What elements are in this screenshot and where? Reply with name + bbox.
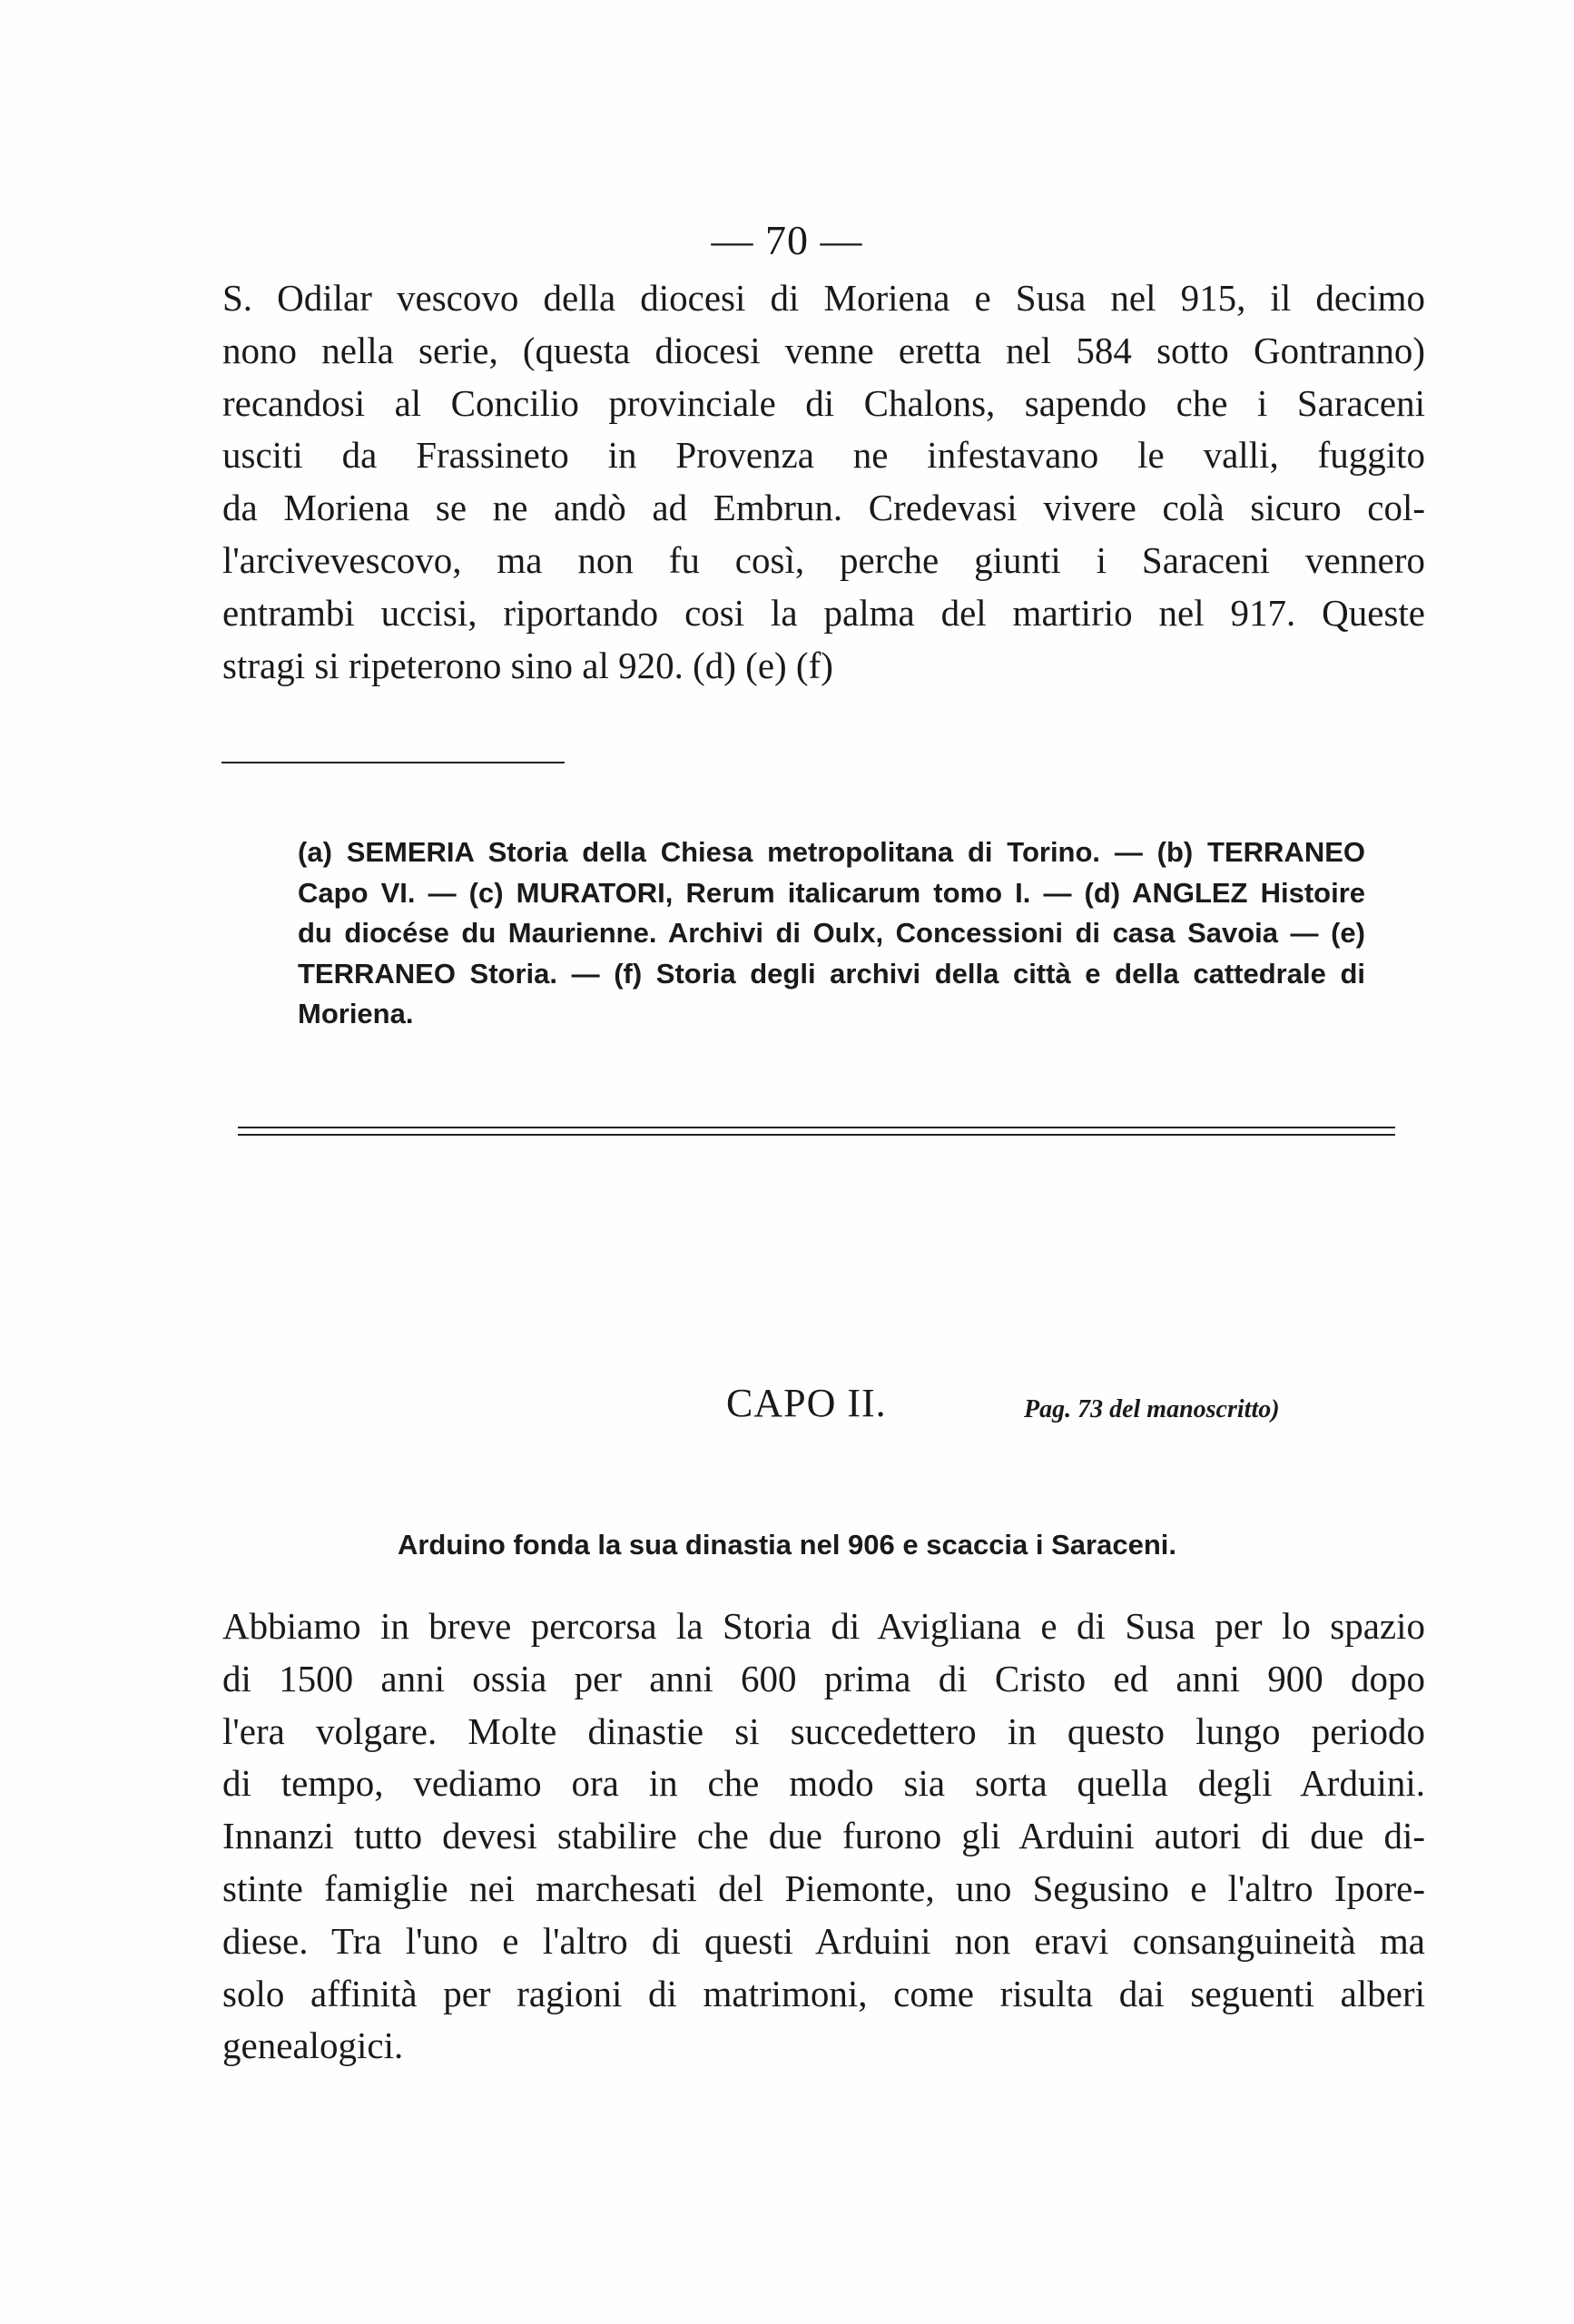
footnote-line: Capo VI. — (c) MURATORI, Rerum italicarum tomo I. — (d) ANGLEZ Histoire — [298, 876, 1365, 909]
text-line: recandosi al Concilio provinciale di Chalons, sapendo che i Saraceni — [222, 381, 1425, 424]
paragraph-2 — [222, 1600, 1425, 2073]
footnote-line: Moriena. — [298, 998, 414, 1029]
footnote-line: du diocése du Maurienne. Archivi di Oulx, Concessioni di casa Savoia — (e) — [298, 917, 1365, 949]
footnote-line: TERRANEO Storia. — (f) Storia degli archivi della città e della cattedrale di — [298, 957, 1365, 990]
text-line: l'era volgare. Molte dinastie si succedettero in questo lungo periodo — [222, 1709, 1425, 1752]
text-line: diese. Tra l'uno e l'altro di questi Arduini non eravi consanguineità ma — [222, 1919, 1425, 1962]
text-line: di tempo, vediamo ora in che modo sia sorta quella degli Arduini. — [222, 1762, 1425, 1805]
footnotes — [298, 832, 1365, 1035]
page-number: — 70 — — [711, 217, 863, 263]
text-line: S. Odilar vescovo della diocesi di Moriena e Susa nel 915, il decimo — [222, 277, 1425, 319]
text-line: stinte famiglie nei marchesati del Piemonte, uno Segusino e l'altro Iporе- — [222, 1866, 1425, 1909]
text-line: nono nella serie, (questa diocesi venne eretta nel 584 sotto Gontranno) — [222, 329, 1425, 371]
text-line: Innanzi tutto devesi stabilire che due furono gli Arduini autori di due di- — [222, 1815, 1425, 1857]
text-line: di 1500 anni ossia per anni 600 prima di Cristo ed anni 900 dopo — [222, 1657, 1425, 1699]
text-line: Abbiamo in breve percorsa la Storia di Avigliana e di Susa per lo spazio — [222, 1605, 1425, 1647]
footnote-line: (a) SEMERIA Storia della Chiesa metropolitana di Torino. — (b) TERRANEO — [298, 836, 1365, 868]
section-divider-double-rule — [238, 1127, 1395, 1136]
text-line: da Moriena se ne andò ad Embrun. Credevasi vivere colà sicuro col- — [222, 487, 1425, 529]
text-line: l'arcivevescovo, ma non fu così, perche giunti i Saraceni vennero — [222, 538, 1425, 581]
text-line: stragi si ripeterono sino al 920. (d) (e) (f) — [222, 644, 833, 686]
text-line: entrambi uccisi, riportando cosi la palma del martirio nel 917. Queste — [222, 591, 1425, 634]
text-line: solo affinità per ragioni di matrimoni, come risulta dai seguenti alberi — [222, 1972, 1425, 2014]
chapter-title: CAPO II. — [726, 1381, 887, 1425]
chapter-subtitle: Arduino fonda la sua dinastia nel 906 e scaccia i Saraceni. — [397, 1529, 1176, 1561]
text-line: usciti da Frassineto in Provenza ne infestavano le valli, fuggito — [222, 434, 1425, 477]
footnote-separator-rule — [221, 762, 565, 763]
manuscript-reference: Pag. 73 del manoscritto) — [1024, 1395, 1280, 1423]
paragraph-1 — [222, 272, 1425, 692]
text-line: genealogici. — [222, 2024, 404, 2067]
